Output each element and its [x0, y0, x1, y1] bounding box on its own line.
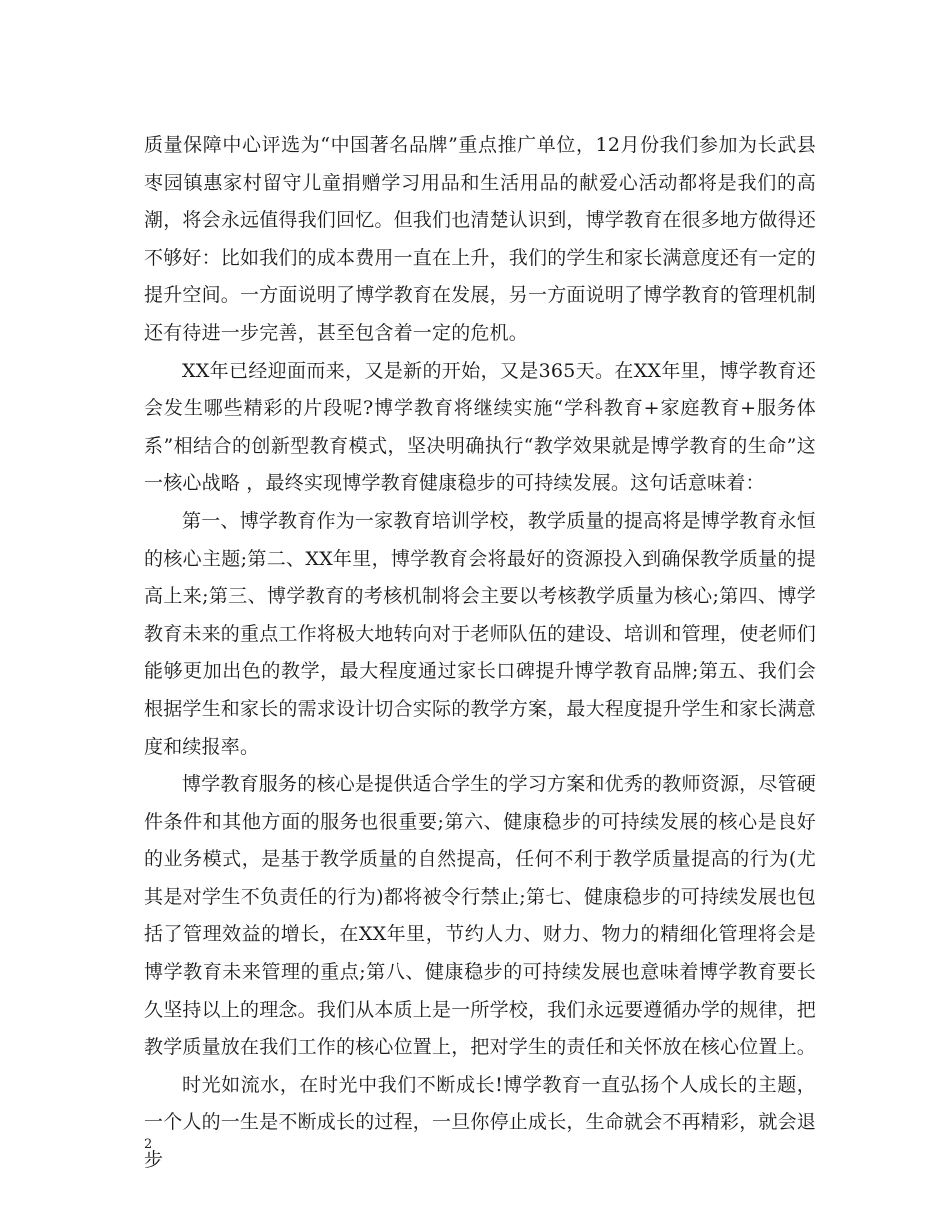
- paragraph-1: 质量保障中心评选为“中国著名品牌”重点推广单位，12月份我们参加为长武县枣园镇惠家村留守儿童捐赠学习用品和生活用品的献爱心活动都将是我们的高潮，将会永远值得我们回忆。但我们也清楚认识到，博学教育在很多地方做得还不够好：比如我们的成本费用一直在上升，我们的学生和家长满意度还有一定的提升空间。一方面说明了博学教育在发展，另一方面说明了博学教育的管理机制还有待进一步完善，甚至包含着一定的危机。: [144, 134, 817, 344]
- paragraph-5: 时光如流水，在时光中我们不断成长!博学教育一直弘扬个人成长的主题，一个人的一生是不断成长的过程，一旦你停止成长，生命就会不再精彩，就会退步: [144, 1073, 817, 1172]
- paragraph-3: 第一、博学教育作为一家教育培训学校，教学质量的提高将是博学教育永恒的核心主题;第二、XX年里，博学教育会将最好的资源投入到确保教学质量的提高上来;第三、博学教育的考核机制将会主要以考核教学质量为核心;第四、博学教育未来的重点工作将极大地转向对于老师队伍的建设、培训和管理，使老师们能够更加出色的教学，最大程度通过家长口碑提升博学教育品牌;第五、我们会根据学生和家长的需求设计切合实际的教学方案，最大程度提升学生和家长满意度和续报率。: [144, 509, 817, 758]
- document-body: [144, 127, 816, 1180]
- page-number: 2: [144, 1137, 153, 1152]
- paragraph-4: 博学教育服务的核心是提供适合学生的学习方案和优秀的教师资源，尽管硬件条件和其他方面的服务也很重要;第六、健康稳步的可持续发展的核心是良好的业务模式，是基于教学质量的自然提高，任何不利于教学质量提高的行为(尤其是对学生不负责任的行为)都将被令行禁止;第七、健康稳步的可持续发展也包括了管理效益的增长，在XX年里，节约人力、财力、物力的精细化管理将会是博学教育未来管理的重点;第八、健康稳步的可持续发展也意味着博学教育要长久坚持以上的理念。我们从本质上是一所学校，我们永远要遵循办学的规律，把教学质量放在我们工作的核心位置上，把对学生的责任和关怀放在核心位置上。: [144, 773, 817, 1059]
- paragraph-2: XX年已经迎面而来，又是新的开始，又是365天。在XX年里，博学教育还会发生哪些精彩的片段呢?博学教育将继续实施“学科教育+家庭教育+服务体系”相结合的创新型教育模式，坚决明确执行“教学效果就是博学教育的生命”这一核心战略 ，最终实现博学教育健康稳步的可持续发展。这句话意味着：: [144, 359, 816, 495]
